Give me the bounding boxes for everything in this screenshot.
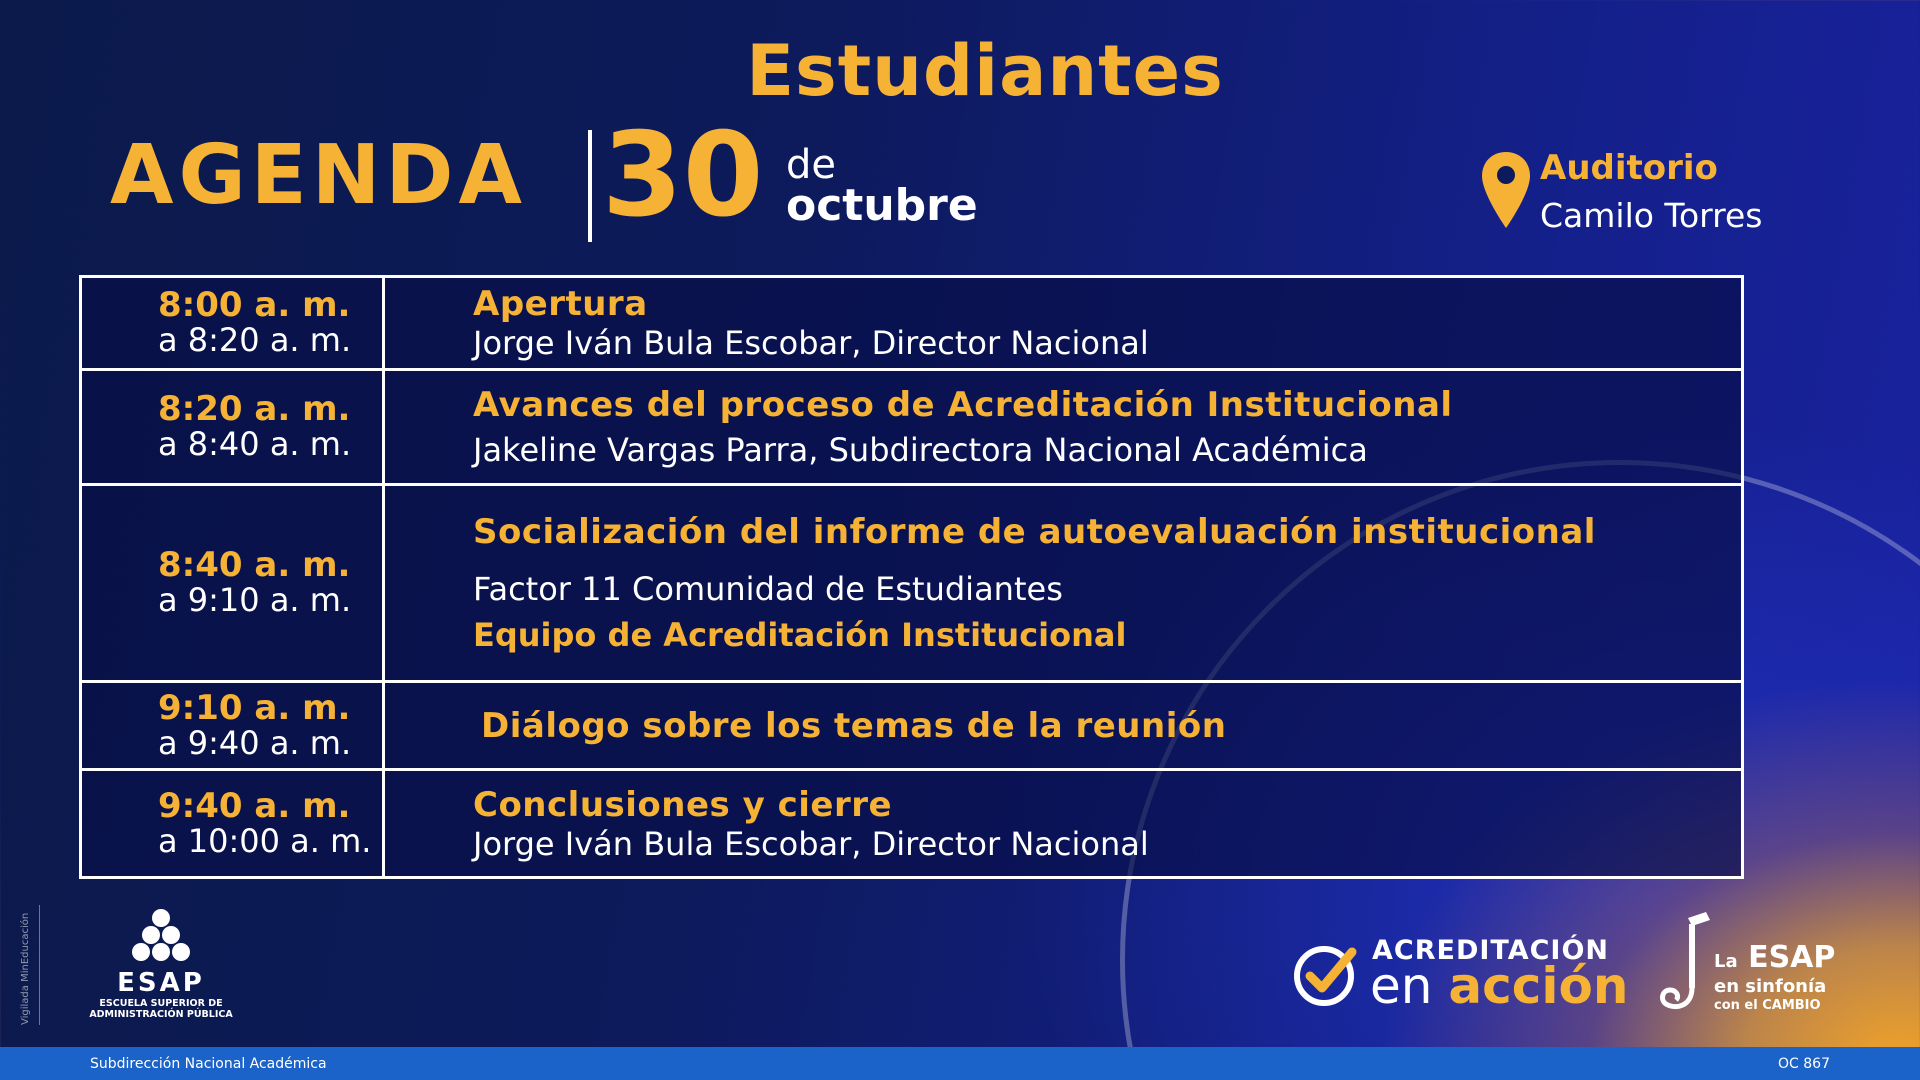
event-day-prefix: de [786,142,836,188]
agenda-row [82,486,1741,683]
activity-title: Socialización del informe de autoevaluación institucional [473,512,1596,552]
footer-code: OC 867 [1778,1055,1830,1072]
event-day: 30 [602,108,764,243]
start-time: 8:40 a. m. [158,545,351,586]
activity-cell [385,486,1741,680]
esap-logo [86,908,236,1028]
activity-title: Conclusiones y cierre [473,784,893,825]
end-time: a 8:20 a. m. [158,321,352,360]
agenda-row [82,771,1741,876]
activity-speaker: Jorge Iván Bula Escobar, Director Nacional [473,324,1149,362]
time-cell [82,278,385,368]
activity-speaker: Jakeline Vargas Parra, Subdirectora Nacional Académica [473,431,1368,469]
activity-team: Equipo de Acreditación Institucional [473,616,1127,654]
agenda-row [82,278,1741,371]
sinfonia-logo [1658,910,1858,1020]
esap-dots-icon [121,908,201,974]
esap-subtitle-1: ESCUELA SUPERIOR DE [99,998,223,1009]
acreditacion-subtitle [1370,959,1628,1014]
start-time: 9:40 a. m. [158,785,351,826]
time-cell [82,771,385,876]
sinfonia-title [1714,940,1835,975]
agenda-row [82,683,1741,771]
footer-bar [0,1047,1920,1080]
end-time: a 10:00 a. m. [158,821,372,860]
start-time: 8:20 a. m. [158,389,351,430]
time-cell [82,486,385,680]
activity-cell [385,771,1741,876]
page-title: Estudiantes [746,30,1224,112]
activity-title: Apertura [473,284,648,324]
check-circle-icon [1292,940,1360,1008]
event-month: octubre [786,180,978,231]
end-time: a 8:40 a. m. [158,425,352,464]
sinfonia-la: La [1714,951,1738,972]
end-time: a 9:40 a. m. [158,723,352,762]
activity-title: Diálogo sobre los temas de la reunión [481,705,1227,746]
end-time: a 9:10 a. m. [158,581,352,620]
agenda-heading: AGENDA [110,128,527,223]
header-divider [588,130,592,242]
music-note-icon [1658,910,1718,1020]
vigilada-label: Vigilada MinEducación [20,905,40,1025]
footer-department: Subdirección Nacional Académica [90,1055,327,1072]
acreditacion-accion: acción [1448,957,1629,1015]
sinfonia-esap: ESAP [1748,940,1836,975]
time-cell [82,371,385,483]
esap-wordmark: ESAP [117,968,205,998]
time-cell [82,683,385,768]
agenda-row [82,371,1741,486]
acreditacion-en: en [1370,957,1433,1015]
acreditacion-logo [1292,935,1632,1015]
activity-cell [385,683,1741,768]
start-time: 9:10 a. m. [158,687,351,728]
activity-cell [385,278,1741,368]
activity-title: Avances del proceso de Acreditación Institucional [473,385,1453,425]
activity-cell [385,371,1741,483]
esap-subtitle-2: ADMINISTRACIÓN PÚBLICA [89,1009,233,1021]
acreditacion-title: ACREDITACIÓN [1372,935,1610,966]
sinfonia-line3: con el CAMBIO [1714,998,1821,1013]
location-pin-icon [1480,150,1532,230]
venue-name: Auditorio [1540,148,1718,188]
sinfonia-line2: en sinfonía [1714,976,1827,997]
venue-room: Camilo Torres [1540,196,1763,235]
agenda-table [79,275,1744,879]
activity-factor: Factor 11 Comunidad de Estudiantes [473,570,1063,608]
start-time: 8:00 a. m. [158,285,351,326]
activity-speaker: Jorge Iván Bula Escobar, Director Nacional [473,824,1149,863]
